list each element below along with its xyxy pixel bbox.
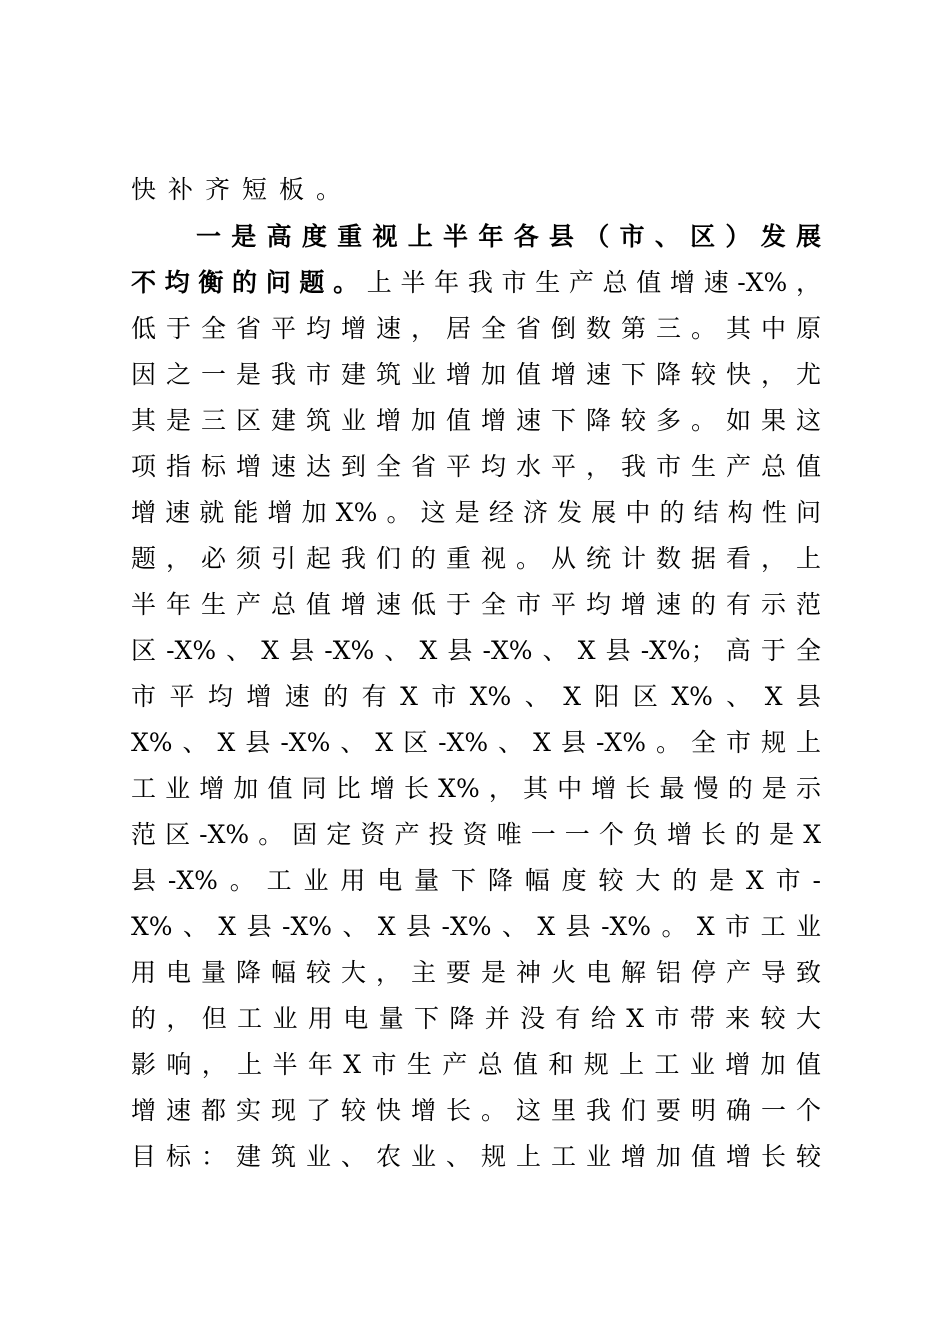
paragraph-line: 因之一是我市建筑业增加值增速下降较快，尤 [131,360,821,389]
paragraph-line: 题，必须引起我们的重视。从统计数据看，上 [131,544,821,573]
paragraph-line: 低于全省平均增速，居全省倒数第三。其中原 [131,314,821,343]
paragraph-heading-line [196,217,821,257]
paragraph-line: 半年生产总值增速低于全市平均增速的有示范 [131,590,821,619]
paragraph-line: 工业增加值同比增长X%，其中增长最慢的是示 [131,774,821,803]
paragraph-line: 增速都实现了较快增长。这里我们要明确一个 [131,1096,821,1125]
paragraph-line: 用电量降幅较大，主要是神火电解铝停产导致 [131,958,821,987]
paragraph-line: 目标：建筑业、农业、规上工业增加值增长较 [131,1142,821,1171]
bold-heading-text: 一是高度重视上半年各县（市、区）发展 [196,222,821,251]
paragraph-line: X%、X县-X%、X县-X%、X县-X%。X市工业 [131,912,821,941]
bold-heading-text: 不均衡的问题。 [131,268,367,297]
paragraph-line: 市平均增速的有X市X%、X阳区X%、X县 [131,682,821,711]
paragraph-line: 快补齐短板。 [131,175,354,204]
paragraph-line: 不均衡的问题。上半年我市生产总值增速-X%， [131,268,821,297]
paragraph-line: 影响，上半年X市生产总值和规上工业增加值 [131,1050,821,1079]
paragraph-line: 范区-X%。固定资产投资唯一一个负增长的是X [131,820,821,849]
paragraph-line: 的，但工业用电量下降并没有给X市带来较大 [131,1004,821,1033]
paragraph-line: 区-X%、X县-X%、X县-X%、X县-X%；高于全 [131,636,821,665]
paragraph-line: 县-X%。工业用电量下降幅度较大的是X市- [131,866,821,895]
paragraph-line: 增速就能增加X%。这是经济发展中的结构性问 [131,498,821,527]
paragraph-line: 项指标增速达到全省平均水平，我市生产总值 [131,452,821,481]
paragraph-line: 其是三区建筑业增加值增速下降较多。如果这 [131,406,821,435]
paragraph-line: X%、X县-X%、X区-X%、X县-X%。全市规上 [131,728,821,757]
